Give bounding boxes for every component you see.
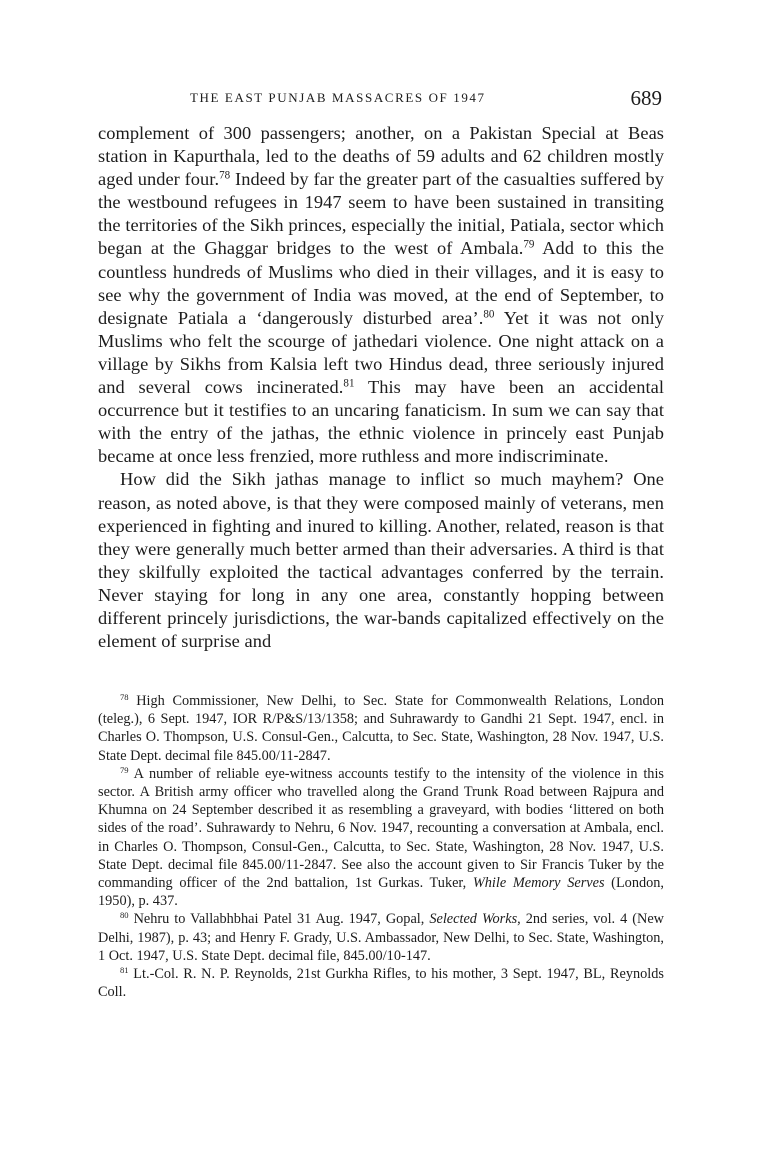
footnote-81 [98,965,664,1001]
footnote-78 [98,692,664,765]
footnote-text: High Commissioner, New Delhi, to Sec. State for Commonwealth Relations, London (teleg.), 6 Sept. 1947, IOR R/P&S/13/1358; and Suhrawardy to Gandhi 21 Sept. 1947, encl. in Charles O. Thompson, U.S. Consul-Gen., Calcutta, to Sec. State, Washington, 28 Nov. 1947, U.S. State Dept. decimal file 845.00/11-2847. [98,693,664,764]
footnote-book-title: Selected Works [429,911,518,928]
footnote-number: 81 [120,964,129,975]
footnote-ref-80[interactable]: 80 [483,308,495,321]
body-text-run: Indeed by far the greater part of the casualties suffered by the westbound refugees in 1947 seem to have been sustained in transiting the territories of the Sikh princes, especially the initial, Patiala, sector which began at the Ghaggar bridges to the west of Ambala. [98,169,665,259]
body-text-run: Add to this the countless hundreds of Muslims who died in their villages, and it is easy to see why the government of India was moved, at the end of September, to designate Patiala a ‘dangerously disturbed area’. [98,238,664,328]
body-text [98,122,664,653]
footnote-text: A number of reliable eye-witness accounts testify to the intensity of the violence in this sector. A British army officer who travelled along the Grand Trunk Road between Rajpura and Khumna on 24 September described it as resembling a graveyard, with bodies ‘littered on both sides of the road’. Suhrawardy to Nehru, 6 Nov. 1947, recounting a conversation at Ambala, encl. in Charles O. Thompson, Consul-Gen., Calcutta, to Sec. State, Washington, 28 Nov. 1947, U.S. State Dept. decimal file 845.00/11-2847. See also the account given to Sir Francis Tuker by the commanding officer of the 2nd battalion, 1st Gurkas. Tuker, [98,765,664,892]
footnote-number: 79 [120,764,129,775]
body-text-run: This may have been an accidental occurrence but it testifies to an uncaring fanaticism. In sum we can say that with the entry of the jathas, the ethnic violence in princely east Punjab became at once less frenzied, more ruthless and more indiscriminate. [98,377,664,467]
footnote-number: 78 [120,691,129,702]
footnote-80 [98,910,664,965]
body-text-run: complement of 300 passengers; another, on a Pakistan Special at Beas station in Kapurthala, led to the deaths of 59 adults and 62 children mostly aged under four. [98,123,664,190]
running-head [98,86,664,116]
footnote-number: 80 [120,910,129,921]
body-paragraph: How did the Sikh jathas manage to inflict so much mayhem? One reason, as noted above, is that they were composed mainly of veterans, men experienced in fighting and inured to killing. Another, related, reason is that they were generally much better armed than their adversaries. A third is that they skilfully exploited the tactical advantages conferred by the terrain. Never staying for long in any one area, constantly hopping between different princely jurisdictions, the war-bands capitalized effectively on the element of surprise and [98,469,664,652]
footnote-book-title: While Memory Serves [472,875,605,892]
footnote-ref-81[interactable]: 81 [343,377,355,390]
body-paragraph [98,122,664,468]
footnote-text: , 2nd series, vol. 4 (New Delhi, 1987), p. 43; and Henry F. Grady, U.S. Ambassador, New Delhi, to Sec. State, Washington, 1 Oct. 1947, U.S. State Dept. decimal file, 845.00/10-147. [98,911,665,964]
footnotes [98,692,664,1001]
footnote-text: (London, 1950), p. 437. [98,875,664,910]
book-page [98,86,665,1001]
footnote-79 [98,765,664,911]
footnote-text: Lt.-Col. R. N. P. Reynolds, 21st Gurkha Rifles, to his mother, 3 Sept. 1947, BL, Reynolds Coll. [98,966,664,1001]
page-number: 689 [630,86,662,110]
footnote-ref-78[interactable]: 78 [219,169,231,182]
footnote-text: Nehru to Vallabhbhai Patel 31 Aug. 1947, Gopal, [128,911,430,928]
running-title: THE EAST PUNJAB MASSACRES OF 1947 [190,90,486,105]
body-text-run: Yet it was not only Muslims who felt the scourge of jathedari violence. One night attack on a village by Sikhs from Kalsia left two Hindus dead, three seriously injured and several cows incinerated. [98,307,664,398]
footnote-ref-79[interactable]: 79 [523,238,535,251]
